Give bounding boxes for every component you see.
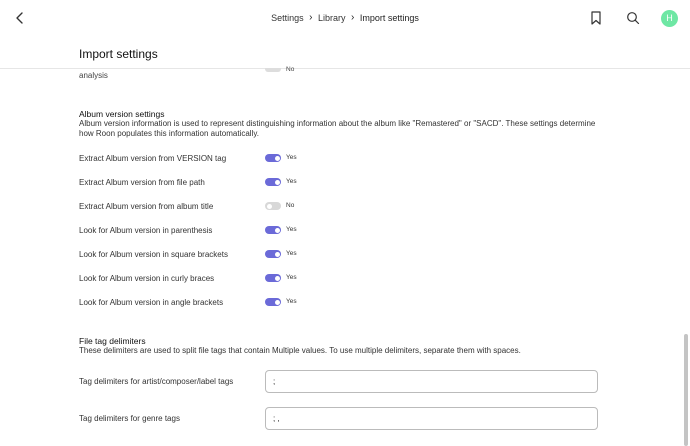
genre-delimiters-label: Tag delimiters for genre tags	[79, 414, 180, 423]
setting-label-album-title: Extract Album version from album title	[79, 202, 214, 211]
value-parenthesis: Yes	[286, 226, 297, 233]
artist-delimiters-label: Tag delimiters for artist/composer/label tags	[79, 377, 234, 386]
setting-label-version-tag: Extract Album version from VERSION tag	[79, 154, 227, 163]
value-curly-braces: Yes	[286, 274, 297, 281]
toggle-angle-brackets[interactable]	[265, 298, 281, 306]
partial-setting-label: analysis	[79, 71, 108, 80]
setting-label-parenthesis: Look for Album version in parenthesis	[79, 226, 213, 235]
toggle-square-brackets[interactable]	[265, 250, 281, 258]
value-file-path: Yes	[286, 178, 297, 185]
setting-label-angle-brackets: Look for Album version in angle brackets	[79, 298, 224, 307]
chevron-right-icon: ›	[309, 12, 313, 24]
value-version-tag: Yes	[286, 154, 297, 161]
delimiters-description: These delimiters are used to split file tags that contain Multiple values. To use multiple delimiters, separate them with spaces.	[79, 346, 521, 355]
search-icon[interactable]	[625, 10, 641, 26]
delimiters-title: File tag delimiters	[79, 336, 146, 346]
toggle-album-title[interactable]	[265, 202, 281, 210]
setting-label-curly-braces: Look for Album version in curly braces	[79, 274, 215, 283]
breadcrumb-import-settings: Import settings	[359, 12, 419, 23]
value-angle-brackets: Yes	[286, 298, 297, 305]
artist-delimiters-input[interactable]	[265, 370, 598, 393]
chevron-right-icon: ›	[351, 12, 355, 24]
breadcrumb	[0, 12, 690, 23]
setting-label-file-path: Extract Album version from file path	[79, 178, 205, 187]
top-bar	[0, 0, 690, 36]
setting-label-square-brackets: Look for Album version in square brackets	[79, 250, 228, 259]
value-album-title: No	[286, 202, 295, 209]
breadcrumb-library[interactable]: Library	[317, 12, 346, 23]
album-version-description: Album version information is used to represent distinguishing information about the album like "Remastered" or "SACD". These settings determine how Roon populates this information automatically.	[79, 119, 596, 138]
album-version-title: Album version settings	[79, 109, 165, 119]
genre-delimiters-input[interactable]	[265, 407, 598, 430]
breadcrumb-settings[interactable]: Settings	[271, 12, 304, 23]
bookmark-icon[interactable]	[589, 10, 603, 26]
header-divider	[0, 68, 690, 69]
toggle-parenthesis[interactable]	[265, 226, 281, 234]
toggle-curly-braces[interactable]	[265, 274, 281, 282]
toggle-version-tag[interactable]	[265, 154, 281, 162]
partial-setting-toggle[interactable]	[265, 68, 281, 72]
toggle-file-path[interactable]	[265, 178, 281, 186]
partial-setting-value: No	[286, 66, 295, 73]
value-square-brackets: Yes	[286, 250, 297, 257]
scrollbar[interactable]	[684, 334, 688, 446]
page-title: Import settings	[79, 47, 158, 61]
avatar[interactable]: H	[661, 10, 678, 27]
